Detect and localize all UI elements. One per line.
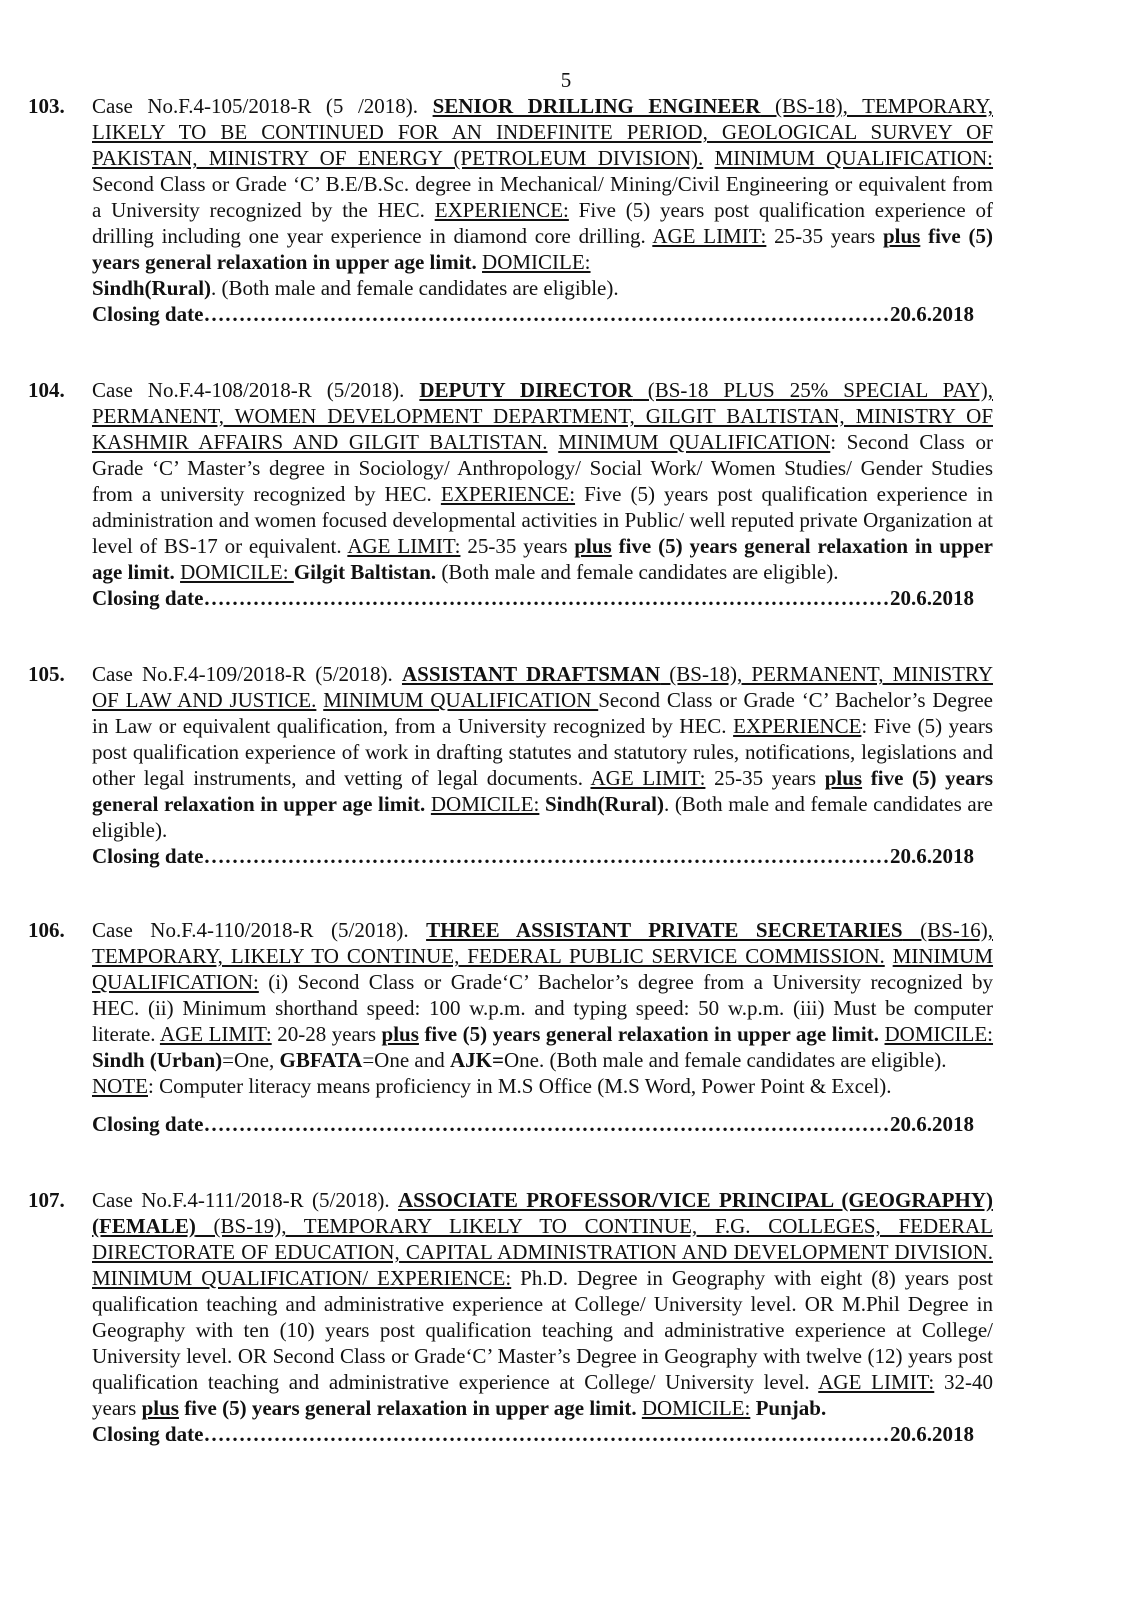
- closing-date: 20.6.2018: [890, 1422, 974, 1446]
- domicile-value: Gilgit Baltistan.: [293, 560, 437, 584]
- age-limit-label: AGE LIMIT:: [159, 1022, 272, 1046]
- closing-label: Closing date: [92, 1112, 204, 1136]
- qualification-label: MINIMUM QUALIFICATION: [323, 688, 599, 712]
- eligibility-text: (Both male and female candidates are eligible).: [436, 560, 839, 584]
- age-limit-label: AGE LIMIT:: [347, 534, 461, 558]
- qualification-label: MINIMUM QUALIFICATION: [558, 430, 831, 454]
- domicile-gbfata-count: =One and: [362, 1048, 450, 1072]
- qualification-label: MINIMUM QUALIFICATION:: [714, 146, 994, 170]
- relaxation-text: five (5) years general relaxation in upper age limit.: [178, 1396, 637, 1420]
- closing-date-line: [92, 843, 974, 869]
- age-limit-label: AGE LIMIT:: [590, 766, 706, 790]
- relaxation-text: five (5) years general relaxation in upper age limit.: [92, 766, 993, 816]
- qualification-text: Second Class or Grade ‘C’ B.E/B.Sc. degree in Mechanical/ Mining/Civil Engineering or equivalent from a University recognized by the HEC.: [92, 172, 993, 222]
- domicile-gbfata: GBFATA: [279, 1048, 363, 1072]
- qualification-text: : Second Class or Grade ‘C’ Master’s degree in Sociology/ Anthropology/ Social Work/ Women Studies/ Gender Studies from a university recognized by HEC.: [92, 430, 994, 506]
- case-number: 103.: [28, 94, 65, 118]
- post-details: (BS-16), TEMPORARY, LIKELY TO CONTINUE, FEDERAL PUBLIC SERVICE COMMISSION.: [92, 918, 993, 968]
- age-limit-text: 20-28 years: [271, 1022, 382, 1046]
- qualification-label: MINIMUM QUALIFICATION:: [92, 944, 994, 994]
- experience-label: EXPERIENCE:: [440, 482, 576, 506]
- closing-date: 20.6.2018: [890, 586, 974, 610]
- closing-label: Closing date: [92, 844, 204, 868]
- domicile-label: DOMICILE:: [641, 1396, 751, 1420]
- qualification-label: MINIMUM QUALIFICATION/ EXPERIENCE:: [92, 1266, 512, 1290]
- note-text: : Computer literacy means proficiency in M.S Office (M.S Word, Power Point & Excel).: [148, 1074, 892, 1098]
- domicile-value: Sindh(Rural): [544, 792, 664, 816]
- qualification-text: Ph.D. Degree in Geography with eight (8) years post qualification teaching and administrative experience at College/ University level. OR M.Phil Degree in Geography with ten (10) years post qualification teaching and administrative experience at College/ University level. OR Second Class or Grade‘C’ Master’s Degree in Geography with twelve (12) years post qualification teaching and administrative experience at College/ University level.: [92, 1266, 993, 1394]
- closing-date-line: [92, 301, 974, 327]
- post-details: (BS-18), PERMANENT, MINISTRY OF LAW AND JUSTICE.: [92, 662, 993, 712]
- case-number: 106.: [28, 918, 65, 942]
- eligibility-text: . (Both male and female candidates are eligible).: [211, 276, 619, 300]
- domicile-label: DOMICILE:: [430, 792, 540, 816]
- closing-label: Closing date: [92, 586, 204, 610]
- domicile-value: Punjab.: [755, 1396, 827, 1420]
- case-ref: Case No.F.4-108/2018-R (5/2018).: [92, 378, 420, 402]
- eligibility-text: (Both male and female candidates are eligible).: [544, 1048, 947, 1072]
- post-title: ASSISTANT DRAFTSMAN: [401, 662, 661, 686]
- relaxation-text: five (5) years general relaxation in upper age limit.: [418, 1022, 879, 1046]
- page-number: 5: [560, 68, 572, 92]
- qualification-text: (i) Second Class or Grade‘C’ Bachelor’s degree from a University recognized by HEC. (ii) Minimum shorthand speed: 100 w.p.m. and typing speed: 50 w.p.m. (iii) Must be computer literate.: [92, 970, 993, 1046]
- domicile-sindh: Sindh (Urban): [92, 1048, 223, 1072]
- relaxation-text: five (5) years general relaxation in upper age limit.: [92, 534, 993, 584]
- leader-dots: [203, 301, 890, 327]
- age-limit-text: 25-35 years: [705, 766, 825, 790]
- post-details: (BS-18 PLUS 25% SPECIAL PAY), PERMANENT, WOMEN DEVELOPMENT DEPARTMENT, GILGIT BALTISTAN, MINISTRY OF KASHMIR AFFAIRS AND GILGIT BALTISTAN.: [92, 378, 993, 454]
- case-body: [92, 917, 993, 1137]
- domicile-label: DOMICILE:: [884, 1022, 994, 1046]
- post-title: DEPUTY DIRECTOR: [419, 378, 633, 402]
- case-body: [92, 377, 993, 611]
- experience-text: Five (5) years post qualification experience of drilling including one year experience in diamond core drilling.: [92, 198, 994, 248]
- leader-dots: [203, 1111, 890, 1137]
- age-limit-text: 25-35 years: [766, 224, 883, 248]
- domicile-ajk-count: One.: [503, 1048, 545, 1072]
- case-ref: Case No.F.4-109/2018-R (5/2018).: [92, 662, 402, 686]
- closing-date-line: [92, 1111, 974, 1137]
- closing-date: 20.6.2018: [890, 302, 974, 326]
- plus-text: plus: [574, 534, 612, 558]
- case-number: 105.: [28, 662, 65, 686]
- case-body: [92, 661, 993, 869]
- domicile-ajk: AJK=: [449, 1048, 504, 1072]
- relaxation-text: five (5) years general relaxation in upper age limit.: [92, 224, 993, 274]
- closing-date: 20.6.2018: [890, 1112, 974, 1136]
- experience-label: EXPERIENCE: [733, 714, 862, 738]
- case-ref: Case No.F.4-110/2018-R (5/2018).: [92, 918, 427, 942]
- post-details: (BS-18), TEMPORARY, LIKELY TO BE CONTINUED FOR AN INDEFINITE PERIOD, GEOLOGICAL SURVEY OF PAKISTAN, MINISTRY OF ENERGY (PETROLEUM DIVISION).: [92, 94, 993, 170]
- plus-text: plus: [141, 1396, 179, 1420]
- domicile-label: DOMICILE:: [482, 250, 591, 274]
- age-limit-text: 32-40 years: [92, 1370, 994, 1420]
- case-number: 107.: [28, 1188, 65, 1212]
- domicile-sindh-count: =One,: [222, 1048, 280, 1072]
- experience-label: EXPERIENCE:: [434, 198, 569, 222]
- age-limit-text: 25-35 years: [460, 534, 575, 558]
- closing-label: Closing date: [92, 302, 204, 326]
- post-title: THREE ASSISTANT PRIVATE SECRETARIES: [426, 918, 903, 942]
- age-limit-label: AGE LIMIT:: [652, 224, 767, 248]
- case-ref: Case No.F.4-105/2018-R (5 /2018).: [92, 94, 433, 118]
- experience-text: Five (5) years post qualification experience in administration and women focused developmental activities in Public/ well reputed private Organization at level of BS-17 or equivalent.: [92, 482, 994, 558]
- age-limit-label: AGE LIMIT:: [818, 1370, 935, 1394]
- leader-dots: [203, 843, 890, 869]
- closing-label: Closing date: [92, 1422, 204, 1446]
- post-title: ASSOCIATE PROFESSOR/VICE PRINCIPAL (GEOGRAPHY) (FEMALE): [92, 1188, 993, 1238]
- post-title: SENIOR DRILLING ENGINEER: [432, 94, 761, 118]
- case-body: [92, 1187, 993, 1447]
- case-ref: Case No.F.4-111/2018-R (5/2018).: [92, 1188, 399, 1212]
- closing-date-line: [92, 585, 974, 611]
- domicile-label: DOMICILE:: [180, 560, 294, 584]
- qualification-text: Second Class or Grade ‘C’ Bachelor’s Degree in Law or equivalent qualification, from a University recognized by HEC.: [92, 688, 994, 738]
- note-label: NOTE: [92, 1074, 148, 1098]
- case-number: 104.: [28, 378, 65, 402]
- plus-text: plus: [381, 1022, 419, 1046]
- leader-dots: [203, 1421, 890, 1447]
- domicile-value: Sindh(Rural): [92, 276, 212, 300]
- eligibility-text: . (Both male and female candidates are eligible).: [92, 792, 994, 842]
- closing-date: 20.6.2018: [890, 844, 974, 868]
- plus-text: plus: [824, 766, 863, 790]
- leader-dots: [203, 585, 890, 611]
- experience-text: : Five (5) years post qualification experience of work in drafting statutes and statutory rules, notifications, legislations and other legal instruments, and vetting of legal documents.: [92, 714, 993, 790]
- post-details: (BS-19), TEMPORARY LIKELY TO CONTINUE, F.G. COLLEGES, FEDERAL DIRECTORATE OF EDUCATION, CAPITAL ADMINISTRATION AND DEVELOPMENT DIVISION.: [92, 1214, 993, 1264]
- plus-text: plus: [882, 224, 921, 248]
- case-body: [92, 93, 993, 327]
- closing-date-line: [92, 1421, 974, 1447]
